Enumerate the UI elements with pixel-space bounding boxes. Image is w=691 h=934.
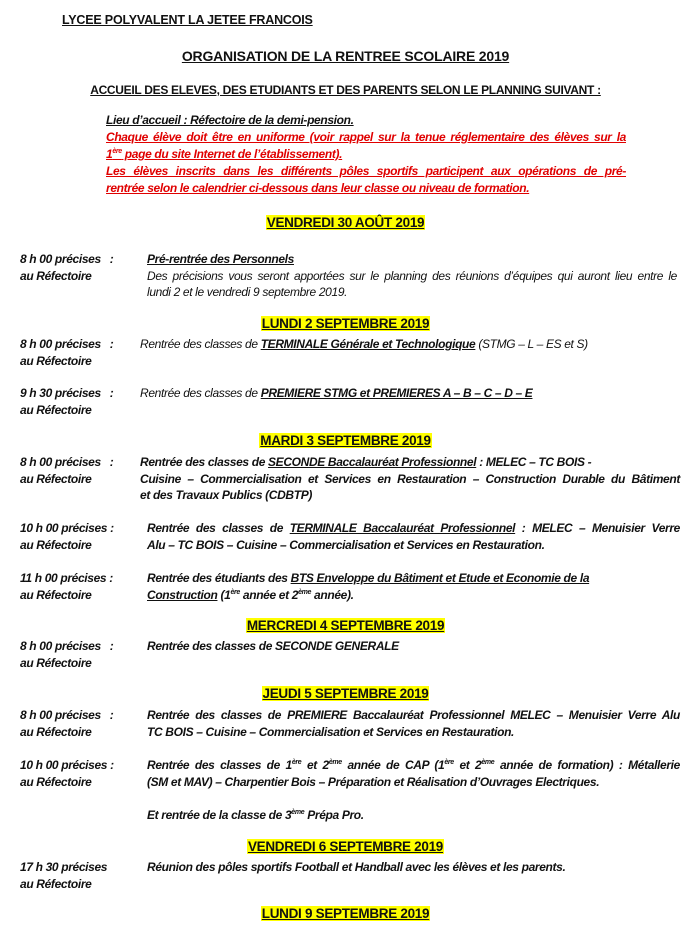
day-heading [0,215,691,230]
underlined-text: Construction [147,587,218,602]
text-segment: ère [291,759,302,766]
text-segment: Chaque élève doit être en uniforme (voir rappel sur la tenue réglementaire des élèves sur la [106,130,626,144]
day-heading [0,906,691,921]
entry-place: au Réfectoire [20,655,92,670]
entry-time: 8 h 00 précises : [20,639,114,653]
text-line [140,487,680,504]
underlined-text: Pré-rentrée des Personnels [147,252,294,266]
text-segment: année de formation) : Métallerie [494,758,680,772]
day-heading-label: JEUDI 5 SEPTEMBRE 2019 [262,686,429,701]
day-heading-label: MERCREDI 4 SEPTEMBRE 2019 [246,618,445,633]
text-line [147,774,680,791]
text-line [147,268,677,285]
school-name: LYCEE POLYVALENT LA JETEE FRANCOIS [62,13,313,27]
day-heading [0,618,691,633]
entry-description [140,454,680,504]
text-segment: Des précisions vous seront apportées sur le planning des réunions d’équipes qui auront lieu entre le [147,268,677,283]
entry-place: au Réfectoire [20,876,92,891]
text-segment: : MELEC – TC BOIS - [476,455,592,469]
entry-description [147,707,680,740]
text-segment: page du site Internet de l’établissement). [121,147,343,161]
underlined-text: SECONDE Baccalauréat Professionnel [268,455,477,469]
day-heading-label: VENDREDI 30 AOÛT 2019 [266,215,425,230]
entry-place: au Réfectoire [20,537,92,552]
text-segment: et 2 [453,758,482,772]
text-segment: Rentrée des classes de SECONDE GENERALE [147,639,399,653]
underlined-text: TERMINALE Générale et Technologique [260,337,476,351]
text-segment: ème [328,759,342,766]
text-line [140,385,660,402]
entry-time: 8 h 00 précises : [20,455,114,469]
text-segment: et des Travaux Publics (CDBTP) [140,488,312,502]
notice-block [106,112,626,197]
entry-time: 8 h 00 précises : [20,337,114,351]
text-line [147,638,680,655]
entry-place: au Réfectoire [20,402,92,417]
text-line [147,520,680,537]
notice-place: Lieu d’accueil : Réfectoire de la demi-pension. [106,113,354,127]
text-line [147,284,677,301]
text-segment: (1 [217,587,231,602]
entry-time: 8 h 00 précises : [20,252,114,266]
entry-place: au Réfectoire [20,268,92,283]
day-heading-label: MARDI 3 SEPTEMBRE 2019 [260,433,431,448]
text-segment: Rentrée des classes de PREMIERE Baccalauréat Professionnel MELEC – Menuisier Verre Alu [147,708,680,722]
text-line [106,163,626,180]
entry-description [147,757,680,823]
text-line [147,757,680,774]
notice-warning [106,129,626,197]
underlined-text: BTS Enveloppe du Bâtiment et Etude et Economie de la [290,571,590,585]
entry-description [147,520,680,553]
text-segment: ème [481,759,495,766]
text-segment: année et 2 [239,587,299,602]
text-line [147,537,680,554]
day-heading-label: LUNDI 9 SEPTEMBRE 2019 [261,906,430,921]
day-heading-label: LUNDI 2 SEPTEMBRE 2019 [261,316,430,331]
text-segment: ère [112,148,122,155]
text-segment: TC BOIS – Cuisine – Commercialisation et Services en Restauration. [147,724,515,739]
text-line [147,251,677,268]
text-segment: année de CAP (1 [341,758,445,772]
text-line [106,129,626,146]
entry-place: au Réfectoire [20,724,92,739]
underlined-text: TERMINALE Baccalauréat Professionnel [289,521,516,535]
text-line [147,790,680,807]
document-title: ORGANISATION DE LA RENTREE SCOLAIRE 2019 [181,48,510,64]
entry-description [140,385,660,402]
text-segment: Rentrée des classes de 1 [147,758,292,772]
text-line [147,807,680,824]
day-heading [0,686,691,701]
text-segment: lundi 2 et le vendredi 9 septembre 2019. [147,285,348,299]
day-heading-label: VENDREDI 6 SEPTEMBRE 2019 [247,839,444,854]
entry-description [147,251,677,301]
entry-description [147,570,680,603]
text-line [140,471,680,488]
text-segment: Prépa Pro. [304,807,364,822]
text-segment: : MELEC – Menuisier Verre [515,521,680,535]
entry-time: 8 h 00 précises : [20,708,114,722]
text-segment: Les élèves inscrits dans les différents pôles sportifs participent aux opérations de pré- [106,164,626,178]
text-segment: Et rentrée de la classe de 3 [147,807,292,822]
text-line [140,454,680,471]
text-segment: ère [230,588,240,596]
text-segment: ère [444,759,454,766]
day-heading [0,316,691,331]
text-segment: Rentrée des étudiants des [147,571,291,585]
text-line [106,180,626,197]
entry-description [147,638,680,655]
text-line [147,859,680,876]
text-segment: Rentrée des classes de [140,386,261,400]
text-segment: Rentrée des classes de [147,521,290,535]
text-line [147,707,680,724]
text-segment: ème [298,588,312,596]
day-heading [0,433,691,448]
text-segment: et 2 [301,758,329,772]
entry-time: 11 h 00 précises : [20,571,113,585]
text-line [140,336,660,353]
entry-description [140,336,660,353]
entry-time: 10 h 00 précises : [20,758,114,772]
text-line [106,146,626,163]
entry-place: au Réfectoire [20,471,92,486]
entry-place: au Réfectoire [20,353,92,368]
text-segment: ème [291,808,305,816]
text-segment: année). [311,587,354,602]
entry-description [147,859,680,876]
entry-time: 17 h 30 précises [20,860,108,874]
text-line [147,570,680,587]
text-segment: (STMG – L – ES et S) [475,337,588,351]
text-segment: Rentrée des classes de [140,337,261,351]
text-segment: Alu – TC BOIS – Cuisine – Commercialisation et Services en Restauration. [147,537,545,552]
text-segment: rentrée selon le calendrier ci-dessous dans leur classe ou niveau de formation. [106,181,530,195]
document-subtitle: ACCUEIL DES ELEVES, DES ETUDIANTS ET DES PARENTS SELON LE PLANNING SUIVANT : [90,83,601,97]
text-segment: 1 [106,147,113,161]
underlined-text: PREMIERE STMG et PREMIERES A – B – C – D – E [260,386,533,400]
entry-place: au Réfectoire [20,587,92,602]
text-segment: (SM et MAV) – Charpentier Bois – Préparation et Réalisation d’Ouvrages Electriques. [147,774,600,789]
text-segment: Réunion des pôles sportifs Football et Handball avec les élèves et les parents. [147,860,566,874]
entry-time: 9 h 30 précises : [20,386,114,400]
entry-time: 10 h 00 précises : [20,521,114,535]
day-heading [0,839,691,854]
text-segment: Cuisine – Commercialisation et Services en Restauration – Construction Durable du Bâtiment [140,471,680,486]
entry-place: au Réfectoire [20,774,92,789]
text-line [147,724,680,741]
text-line [147,587,680,604]
text-segment: Rentrée des classes de [140,455,269,469]
